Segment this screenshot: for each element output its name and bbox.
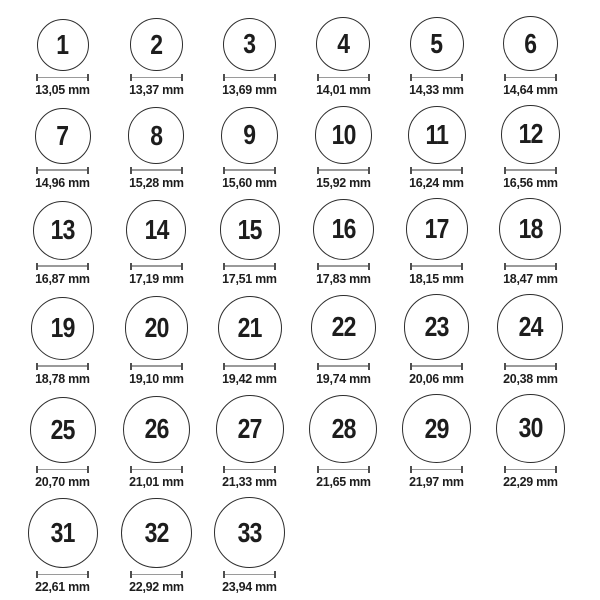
dimension-right-tick-icon: [274, 363, 276, 370]
diameter-label: 19,42 mm: [222, 370, 278, 386]
ring-circle: [404, 294, 469, 359]
dimension-bar: [506, 77, 555, 79]
ring-circle: [223, 18, 276, 71]
ring-size-number: 1: [56, 29, 69, 60]
diameter-dimension-line: [130, 263, 183, 270]
dimension-bar: [319, 169, 368, 171]
ring-size-cell: [203, 18, 297, 97]
ring-size-cell: [16, 201, 110, 286]
diameter-dimension-line: [410, 74, 463, 81]
ring-size-number: 25: [50, 413, 75, 445]
ring-size-cell: [16, 397, 110, 489]
ring-size-cell: [297, 295, 391, 386]
ring-circle: [218, 296, 282, 360]
ring-size-cell: [484, 16, 578, 97]
diameter-label: 15,60 mm: [222, 174, 278, 190]
ring-size-number: 16: [331, 213, 356, 245]
ring-size-number: 6: [524, 27, 537, 59]
diameter-label: 17,19 mm: [128, 270, 184, 286]
dimension-bar: [132, 574, 181, 576]
diameter-label: 18,47 mm: [502, 270, 558, 286]
dimension-bar: [225, 265, 274, 267]
ring-size-number: 31: [50, 517, 75, 549]
dimension-right-tick-icon: [461, 466, 463, 473]
dimension-bar: [225, 77, 274, 79]
diameter-dimension-line: [36, 167, 89, 174]
diameter-label: 20,70 mm: [35, 473, 91, 489]
ring-size-cell: [297, 395, 391, 489]
ring-size-cell: [110, 396, 204, 489]
ring-circle: [311, 295, 376, 360]
ring-size-row: [16, 497, 600, 594]
ring-size-cell: [203, 199, 297, 285]
diameter-label: 21,33 mm: [222, 473, 278, 489]
diameter-label: 16,87 mm: [35, 270, 91, 286]
ring-size-number: 11: [425, 118, 449, 150]
ring-size-cell: [484, 294, 578, 386]
ring-size-cell: [203, 497, 297, 594]
dimension-right-tick-icon: [555, 263, 557, 270]
ring-circle: [408, 106, 466, 164]
ring-size-cell: [390, 106, 484, 190]
dimension-right-tick-icon: [368, 363, 370, 370]
diameter-dimension-line: [317, 167, 370, 174]
dimension-right-tick-icon: [181, 466, 183, 473]
dimension-bar: [319, 265, 368, 267]
ring-size-cell: [16, 498, 110, 594]
diameter-dimension-line: [317, 363, 370, 370]
ring-size-cell: [110, 498, 204, 595]
ring-size-cell: [390, 394, 484, 489]
dimension-bar: [132, 365, 181, 367]
diameter-dimension-line: [317, 263, 370, 270]
dimension-right-tick-icon: [87, 167, 89, 174]
ring-size-cell: [390, 17, 484, 97]
dimension-right-tick-icon: [461, 167, 463, 174]
ring-circle: [497, 294, 563, 360]
dimension-bar: [225, 469, 274, 471]
diameter-dimension-line: [223, 571, 276, 578]
ring-circle: [316, 17, 370, 71]
diameter-label: 13,05 mm: [35, 82, 91, 97]
dimension-right-tick-icon: [368, 167, 370, 174]
diameter-label: 17,83 mm: [315, 270, 371, 286]
dimension-bar: [412, 169, 461, 171]
diameter-dimension-line: [317, 74, 370, 81]
diameter-label: 14,64 mm: [502, 82, 558, 97]
diameter-label: 18,78 mm: [35, 370, 91, 386]
dimension-bar: [132, 77, 181, 79]
ring-size-cell: [110, 200, 204, 286]
ring-size-number: 9: [243, 119, 256, 151]
dimension-bar: [412, 469, 461, 471]
ring-circle: [496, 394, 565, 463]
dimension-bar: [38, 265, 87, 267]
diameter-label: 22,61 mm: [35, 579, 91, 595]
dimension-bar: [38, 469, 87, 471]
ring-size-number: 28: [331, 412, 356, 444]
dimension-bar: [38, 365, 87, 367]
ring-circle: [30, 397, 96, 463]
diameter-label: 19,10 mm: [128, 370, 184, 386]
diameter-label: 19,74 mm: [315, 370, 371, 386]
ring-size-number: 26: [144, 413, 169, 445]
diameter-label: 21,01 mm: [128, 473, 184, 489]
ring-size-cell: [110, 296, 204, 385]
diameter-label: 15,28 mm: [128, 174, 184, 190]
ring-size-cell: [16, 297, 110, 386]
ring-circle: [503, 16, 558, 71]
diameter-dimension-line: [410, 167, 463, 174]
ring-circle: [31, 297, 94, 360]
diameter-label: 17,51 mm: [222, 270, 278, 286]
ring-size-cell: [484, 198, 578, 286]
ring-circle: [128, 107, 184, 163]
dimension-right-tick-icon: [368, 74, 370, 81]
ring-size-row: [16, 16, 600, 97]
ring-circle: [499, 198, 561, 260]
diameter-dimension-line: [504, 363, 557, 370]
ring-size-row: [16, 105, 600, 190]
ring-size-row: [16, 198, 600, 286]
dimension-bar: [506, 469, 555, 471]
ring-size-cell: [297, 17, 391, 97]
dimension-right-tick-icon: [274, 263, 276, 270]
diameter-label: 16,24 mm: [409, 174, 465, 190]
dimension-right-tick-icon: [87, 363, 89, 370]
dimension-right-tick-icon: [274, 571, 276, 578]
dimension-right-tick-icon: [274, 167, 276, 174]
ring-circle: [123, 396, 190, 463]
ring-circle: [126, 200, 186, 260]
ring-circle: [410, 17, 464, 71]
dimension-right-tick-icon: [274, 74, 276, 81]
dimension-right-tick-icon: [181, 363, 183, 370]
diameter-label: 22,29 mm: [502, 473, 558, 489]
ring-circle: [501, 105, 560, 164]
diameter-label: 23,94 mm: [222, 579, 278, 595]
dimension-right-tick-icon: [555, 167, 557, 174]
ring-size-number: 14: [144, 213, 169, 245]
ring-size-number: 12: [518, 118, 543, 150]
dimension-bar: [132, 169, 181, 171]
diameter-dimension-line: [223, 74, 276, 81]
diameter-label: 16,56 mm: [502, 174, 558, 190]
dimension-right-tick-icon: [461, 263, 463, 270]
ring-size-cell: [203, 395, 297, 489]
dimension-right-tick-icon: [181, 167, 183, 174]
ring-size-cell: [484, 105, 578, 190]
dimension-bar: [412, 265, 461, 267]
ring-circle: [315, 106, 372, 163]
diameter-dimension-line: [130, 363, 183, 370]
ring-size-cell: [203, 107, 297, 190]
diameter-dimension-line: [317, 466, 370, 473]
ring-size-row: [16, 394, 600, 489]
dimension-right-tick-icon: [555, 363, 557, 370]
ring-circle: [121, 498, 192, 569]
ring-size-number: 29: [424, 412, 449, 444]
ring-circle: [406, 198, 468, 260]
dimension-bar: [319, 469, 368, 471]
ring-circle: [37, 19, 89, 71]
ring-size-number: 10: [331, 118, 356, 150]
ring-circle: [309, 395, 377, 463]
diameter-label: 14,96 mm: [35, 174, 91, 190]
dimension-right-tick-icon: [368, 466, 370, 473]
diameter-label: 21,97 mm: [409, 473, 465, 489]
ring-circle: [28, 498, 98, 568]
dimension-right-tick-icon: [368, 263, 370, 270]
diameter-label: 15,92 mm: [315, 174, 371, 190]
dimension-bar: [506, 365, 555, 367]
ring-size-cell: [110, 107, 204, 189]
dimension-bar: [38, 169, 87, 171]
ring-circle: [35, 108, 91, 164]
dimension-right-tick-icon: [87, 571, 89, 578]
dimension-bar: [319, 77, 368, 79]
dimension-bar: [225, 169, 274, 171]
ring-circle: [216, 395, 284, 463]
ring-circle: [130, 18, 183, 71]
ring-circle: [125, 296, 188, 359]
ring-size-cell: [390, 294, 484, 385]
ring-size-number: 23: [424, 310, 449, 342]
diameter-dimension-line: [504, 466, 557, 473]
diameter-dimension-line: [504, 263, 557, 270]
ring-size-number: 21: [237, 311, 262, 343]
diameter-label: 20,38 mm: [502, 370, 558, 386]
ring-size-number: 33: [237, 516, 262, 548]
ring-size-number: 24: [518, 310, 543, 342]
diameter-dimension-line: [223, 167, 276, 174]
dimension-bar: [412, 77, 461, 79]
diameter-dimension-line: [130, 466, 183, 473]
diameter-label: 18,15 mm: [409, 270, 465, 286]
ring-size-number: 13: [50, 214, 75, 246]
ring-size-number: 22: [331, 311, 356, 343]
ring-size-cell: [203, 296, 297, 386]
dimension-bar: [38, 574, 87, 576]
ring-circle: [33, 201, 92, 260]
dimension-right-tick-icon: [87, 74, 89, 81]
diameter-label: 13,69 mm: [222, 82, 278, 97]
ring-size-cell: [16, 19, 110, 97]
diameter-label: 21,65 mm: [315, 473, 371, 489]
dimension-bar: [132, 265, 181, 267]
dimension-right-tick-icon: [87, 466, 89, 473]
dimension-bar: [412, 365, 461, 367]
ring-circle: [221, 107, 278, 164]
dimension-right-tick-icon: [461, 363, 463, 370]
diameter-label: 14,01 mm: [315, 82, 371, 97]
diameter-label: 20,06 mm: [409, 370, 465, 386]
ring-size-number: 15: [237, 213, 262, 245]
diameter-label: 14,33 mm: [409, 82, 465, 97]
ring-size-number: 27: [237, 413, 262, 445]
diameter-dimension-line: [130, 571, 183, 578]
ring-size-row: [16, 294, 600, 386]
ring-circle: [214, 497, 285, 568]
ring-size-number: 18: [518, 212, 543, 244]
dimension-bar: [506, 265, 555, 267]
dimension-right-tick-icon: [461, 74, 463, 81]
diameter-label: 13,37 mm: [128, 82, 184, 97]
ring-circle: [402, 394, 471, 463]
dimension-right-tick-icon: [181, 74, 183, 81]
dimension-right-tick-icon: [555, 466, 557, 473]
diameter-dimension-line: [410, 466, 463, 473]
dimension-right-tick-icon: [87, 263, 89, 270]
diameter-dimension-line: [36, 363, 89, 370]
ring-size-cell: [110, 18, 204, 97]
ring-size-number: 2: [150, 28, 163, 60]
dimension-bar: [38, 77, 87, 79]
dimension-bar: [506, 169, 555, 171]
diameter-dimension-line: [223, 363, 276, 370]
diameter-dimension-line: [410, 263, 463, 270]
diameter-dimension-line: [410, 363, 463, 370]
ring-size-cell: [16, 108, 110, 190]
ring-size-cell: [390, 198, 484, 286]
diameter-dimension-line: [130, 167, 183, 174]
ring-size-number: 17: [424, 212, 449, 244]
dimension-right-tick-icon: [555, 74, 557, 81]
ring-size-number: 4: [337, 28, 350, 60]
ring-size-number: 20: [144, 311, 169, 343]
diameter-dimension-line: [504, 74, 557, 81]
ring-size-number: 32: [144, 516, 169, 548]
ring-circle: [220, 199, 280, 259]
diameter-dimension-line: [223, 466, 276, 473]
diameter-dimension-line: [223, 263, 276, 270]
diameter-dimension-line: [36, 263, 89, 270]
ring-size-number: 30: [518, 412, 543, 444]
ring-size-cell: [297, 106, 391, 189]
dimension-bar: [132, 469, 181, 471]
ring-size-number: 7: [56, 119, 69, 151]
ring-size-cell: [484, 394, 578, 489]
diameter-dimension-line: [504, 167, 557, 174]
ring-size-number: 8: [150, 119, 163, 151]
dimension-right-tick-icon: [274, 466, 276, 473]
diameter-label: 22,92 mm: [128, 579, 184, 595]
ring-size-number: 3: [243, 28, 256, 60]
diameter-dimension-line: [130, 74, 183, 81]
dimension-right-tick-icon: [181, 263, 183, 270]
dimension-right-tick-icon: [181, 571, 183, 578]
dimension-bar: [225, 365, 274, 367]
ring-size-number: 19: [50, 312, 75, 344]
dimension-bar: [319, 365, 368, 367]
ring-size-number: 5: [430, 27, 443, 59]
diameter-dimension-line: [36, 571, 89, 578]
ring-circle: [313, 199, 374, 260]
ring-size-cell: [297, 199, 391, 286]
diameter-dimension-line: [36, 74, 89, 81]
dimension-bar: [225, 574, 274, 576]
diameter-dimension-line: [36, 466, 89, 473]
